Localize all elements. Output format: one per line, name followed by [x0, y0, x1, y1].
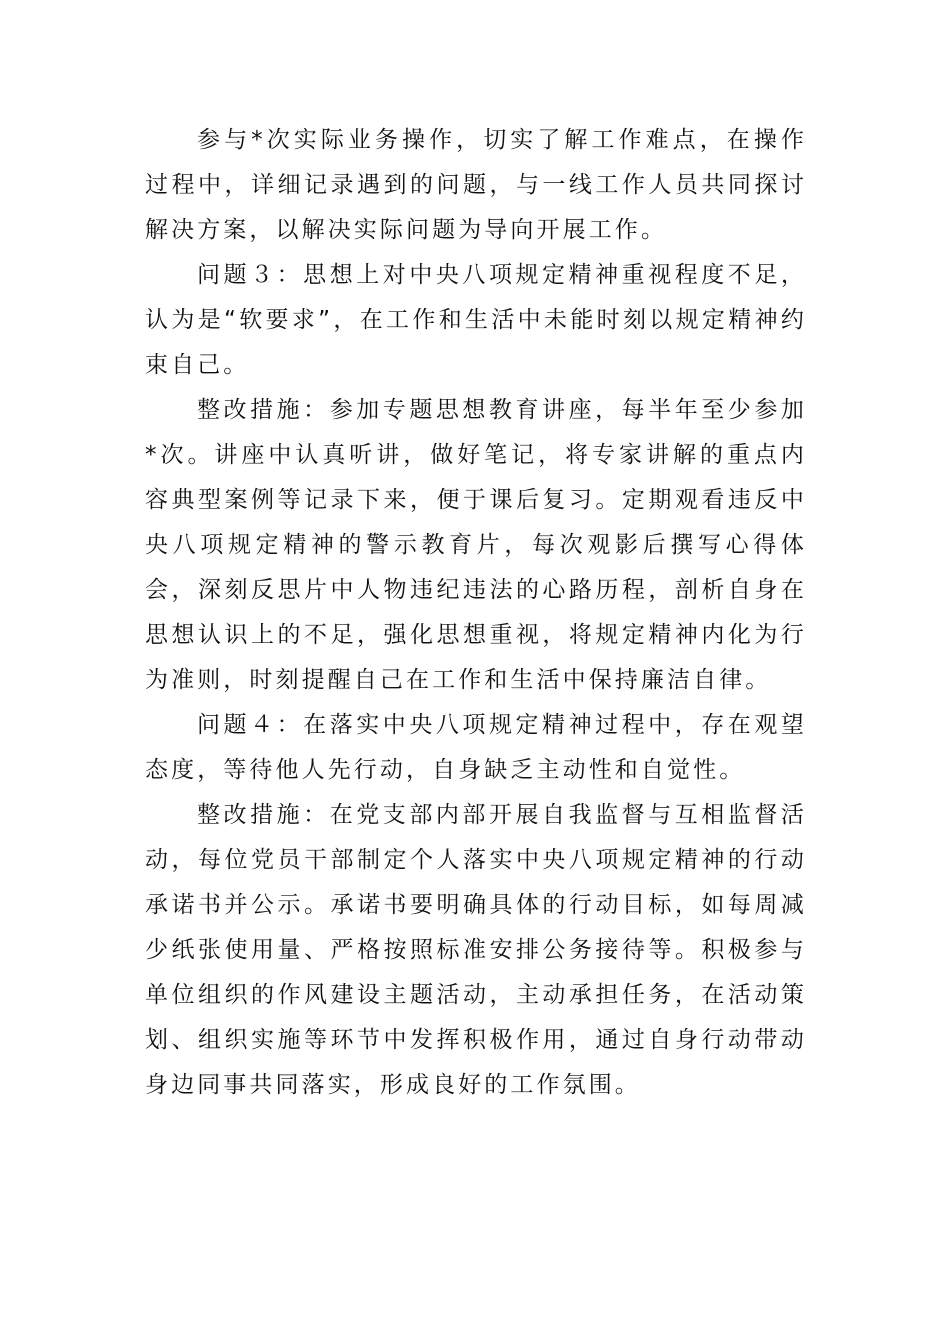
paragraph-rectification-3: 整改措施：参加专题思想教育讲座，每半年至少参加*次。讲座中认真听讲，做好笔记，将专家讲解的重点内容典型案例等记录下来，便于课后复习。定期观看违反中央八项规定精神的警示教育片，每次观影后撰写心得体会，深刻反思片中人物违纪违法的心路历程，剖析自身在思想认识上的不足，强化思想重视，将规定精神内化为行为准则，时刻提醒自己在工作和生活中保持廉洁自律。 [145, 397, 807, 693]
paragraph-problem-4: 问题４：在落实中央八项规定精神过程中，存在观望态度，等待他人先行动，自身缺乏主动性和自觉性。 [145, 712, 807, 783]
paragraph-problem-3: 问题３：思想上对中央八项规定精神重视程度不足，认为是“软要求”，在工作和生活中未能时刻以规定精神约束自己。 [145, 262, 807, 378]
paragraph-rectification-4: 整改措施：在党支部内部开展自我监督与互相监督活动，每位党员干部制定个人落实中央八项规定精神的行动承诺书并公示。承诺书要明确具体的行动目标，如每周减少纸张使用量、严格按照标准安排公务接待等。积极参与单位组织的作风建设主题活动，主动承担任务，在活动策划、组织实施等环节中发挥积极作用，通过自身行动带动身边同事共同落实，形成良好的工作氛围。 [145, 802, 807, 1098]
paragraph-practice: 参与*次实际业务操作，切实了解工作难点，在操作过程中，详细记录遇到的问题，与一线工作人员共同探讨解决方案，以解决实际问题为导向开展工作。 [145, 127, 807, 243]
document-page [145, 118, 807, 1108]
